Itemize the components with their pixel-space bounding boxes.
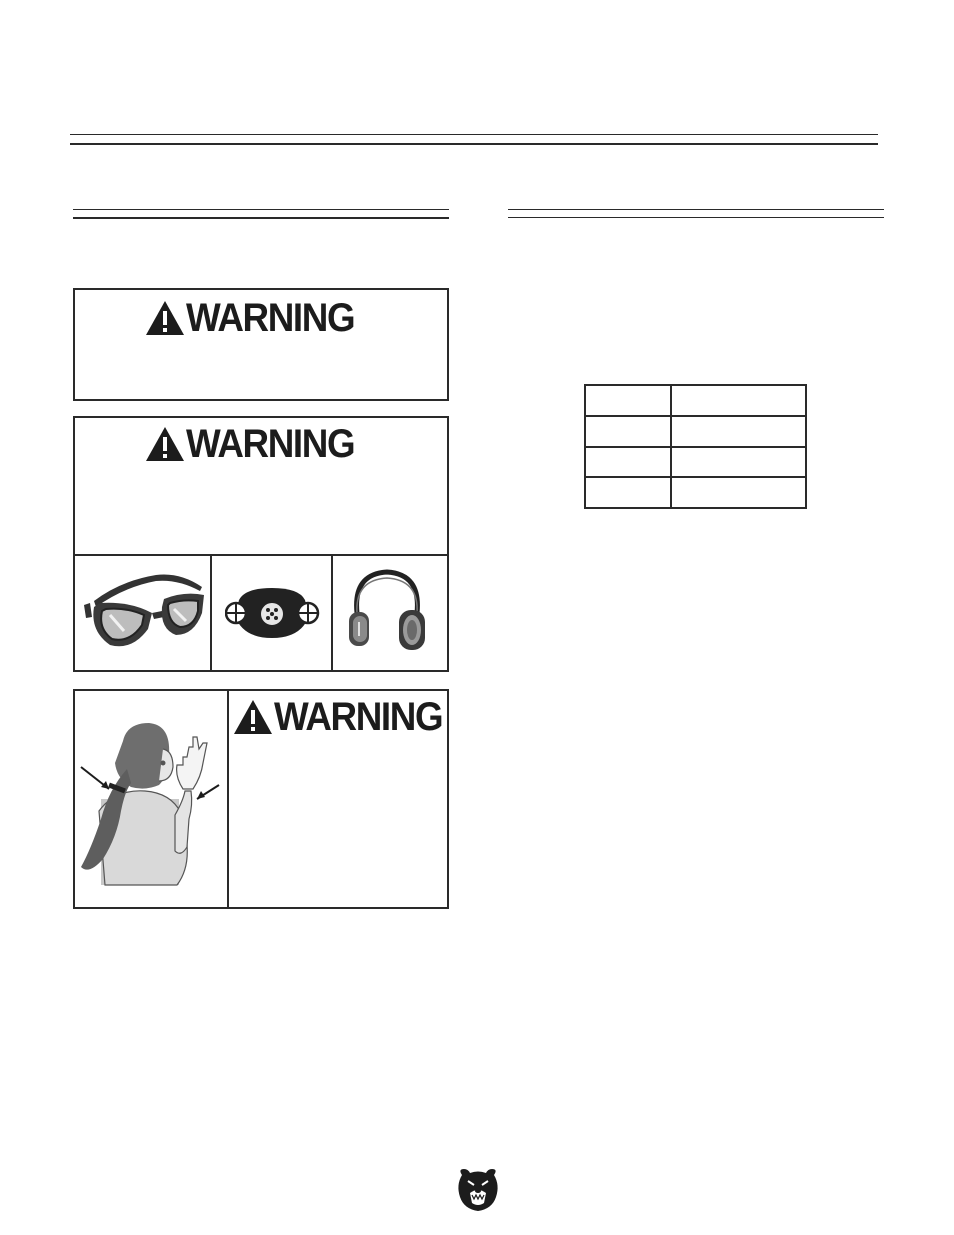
warning-label-1: WARNING [186, 296, 355, 340]
header-rule-bottom [70, 143, 878, 145]
bear-head-logo-icon [456, 1167, 500, 1213]
ppe-col-divider-2 [331, 554, 333, 670]
warning-header-2 [145, 424, 369, 464]
header-rule-top [70, 134, 878, 135]
table-cell [585, 477, 671, 508]
warning-box-2 [73, 416, 449, 672]
warning-triangle-icon [233, 699, 273, 735]
warning-label-2: WARNING [186, 422, 355, 466]
warning-triangle-icon [145, 300, 185, 336]
table-cell [585, 416, 671, 447]
table-row [585, 416, 806, 447]
table-row [585, 385, 806, 416]
table-cell [671, 477, 806, 508]
warning-box-1 [73, 288, 449, 401]
table-cell [671, 385, 806, 416]
ear-muffs-icon [347, 568, 427, 653]
right-section-rule-top [508, 209, 884, 210]
table-row [585, 477, 806, 508]
warning-label-3: WARNING [274, 695, 443, 739]
table-row [585, 447, 806, 478]
left-section-rule-top [73, 209, 449, 210]
safety-glasses-icon [80, 573, 208, 653]
spec-table [584, 384, 807, 509]
ppe-col-divider-1 [210, 554, 212, 670]
warning-triangle-icon [145, 426, 185, 462]
left-section-rule-bottom [73, 217, 449, 219]
long-hair-and-sleeves-illustration [79, 719, 225, 889]
table-cell [585, 385, 671, 416]
warning-header-3 [233, 697, 457, 737]
warning-header-1 [145, 298, 369, 338]
table-cell [585, 447, 671, 478]
warning-box-3 [73, 689, 449, 909]
table-cell [671, 447, 806, 478]
ppe-divider [75, 554, 447, 556]
illustration-divider [227, 691, 229, 907]
table-cell [671, 416, 806, 447]
right-section-rule-bottom [508, 217, 884, 218]
dust-mask-icon [225, 588, 320, 640]
